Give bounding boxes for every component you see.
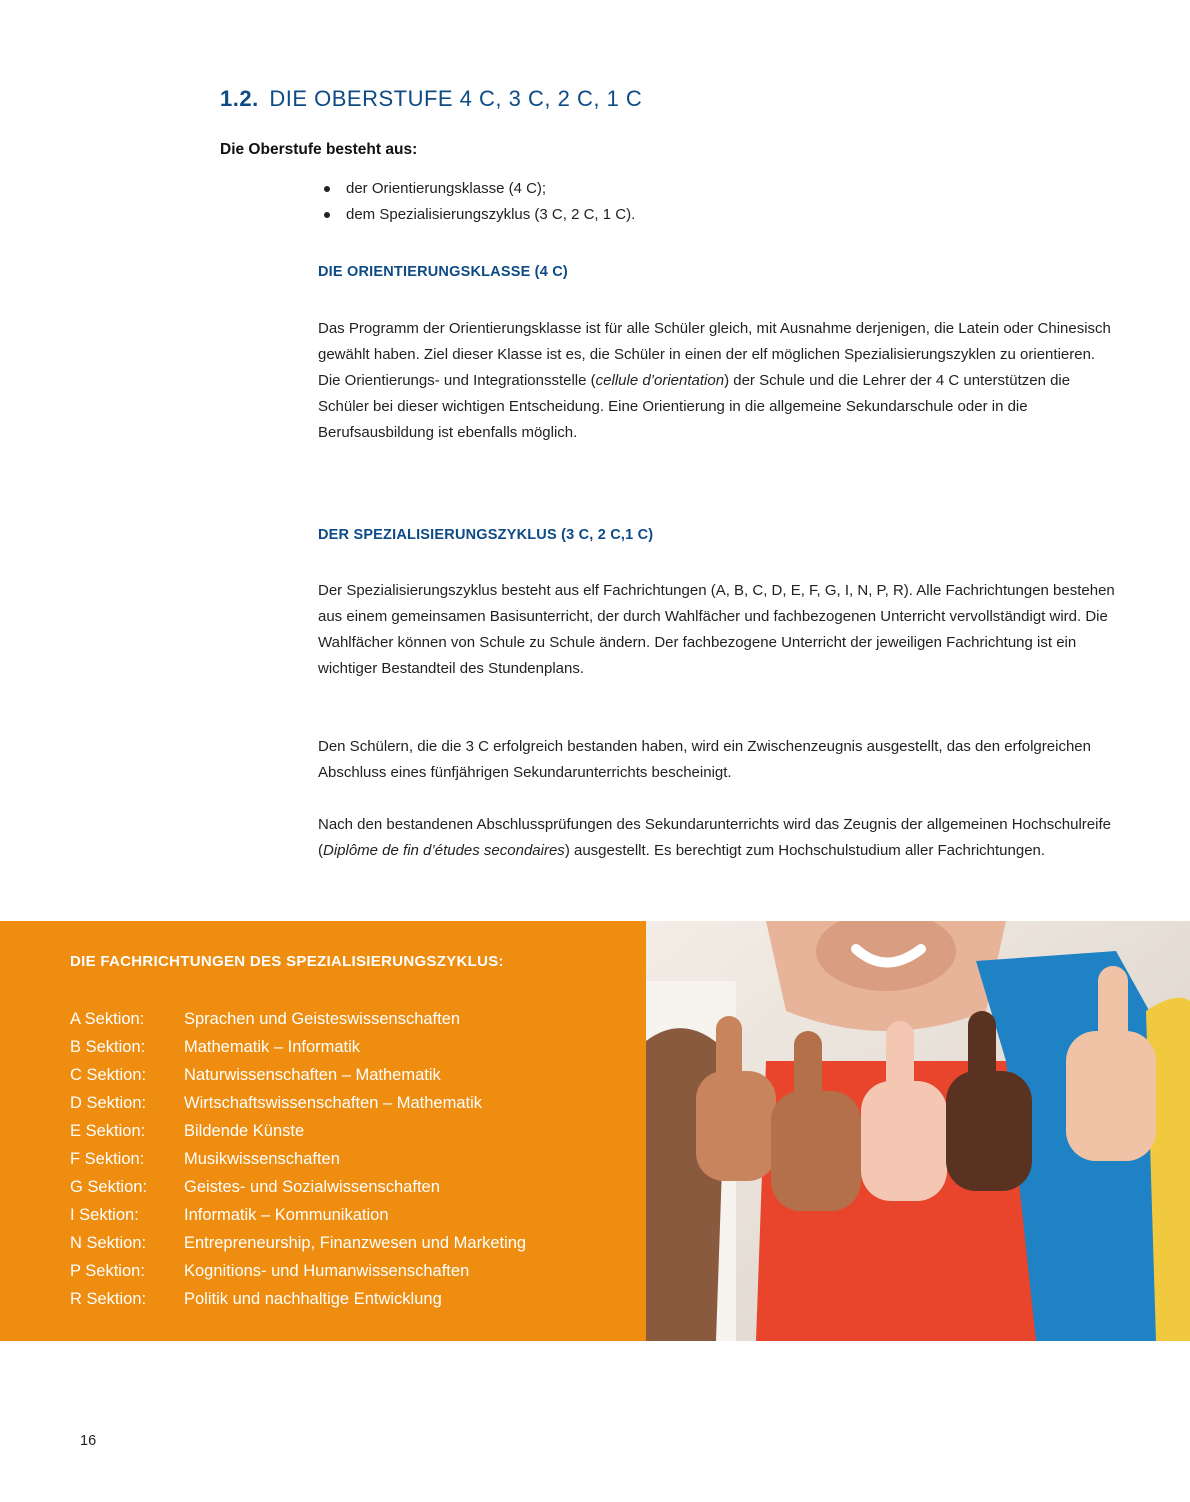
section-key: N Sektion: (70, 1234, 147, 1252)
page-number: 16 (80, 1433, 97, 1449)
section-key: F Sektion: (70, 1150, 145, 1168)
intro-text: Die Oberstufe besteht aus: (220, 141, 418, 158)
section-row (70, 1173, 526, 1201)
section-value: Bildende Künste (184, 1122, 305, 1140)
section-key: B Sektion: (70, 1038, 146, 1056)
section-key: P Sektion: (70, 1262, 145, 1280)
section-key: A Sektion: (70, 1010, 145, 1028)
thumbs-up-photo (646, 921, 1190, 1341)
section-value: Musikwissenschaften (184, 1150, 340, 1168)
section-value: Naturwissenschaften – Mathematik (184, 1066, 441, 1084)
section-value: Informatik – Kommunikation (184, 1206, 389, 1224)
section-heading (220, 86, 642, 112)
section-row (70, 1005, 526, 1033)
section-key: I Sektion: (70, 1206, 139, 1224)
section-row (70, 1257, 526, 1285)
specialization-heading: DER SPEZIALISIERUNGSZYKLUS (3 C, 2 C,1 C) (318, 527, 654, 543)
specialization-paragraph-2: Den Schülern, die die 3 C erfolgreich bestanden haben, wird ein Zwischenzeugnis ausgestellt, das den erfolgreichen Abschluss eines fünfjährigen Sekundarunterrichts bescheinigt. (318, 738, 1091, 781)
section-key: G Sektion: (70, 1178, 148, 1196)
section-row (70, 1117, 526, 1145)
sections-box-title: DIE FACHRICHTUNGEN DES SPEZIALISIERUNGSZYKLUS: (70, 953, 504, 970)
thumbs-up-group-icon (646, 921, 1190, 1341)
specialization-paragraph-3: Nach den bestandenen Abschlussprüfungen des Sekundarunterrichts wird das Zeugnis der allgemeinen Hochschulreife (Diplôme de fin d’études secondaires) ausgestellt. Es berechtigt zum Hochschulstudium aller Fachrichtungen. (318, 816, 1111, 859)
section-row (70, 1229, 526, 1257)
section-row (70, 1089, 526, 1117)
section-row (70, 1033, 526, 1061)
section-number: 1.2. (220, 86, 259, 111)
section-row (70, 1145, 526, 1173)
section-row (70, 1061, 526, 1089)
specialization-paragraph-1: Der Spezialisierungszyklus besteht aus elf Fachrichtungen (A, B, C, D, E, F, G, I, N, P, R). Alle Fachrichtungen bestehen aus einem gemeinsamen Basisunterricht, der durch Wahlfächer und fachbezogenen Unterricht vervollständigt wird. Die Wahlfächer können von Schule zu Schule ändern. Der fachbezogene Unterricht der jeweiligen Fachrichtung ist ein wichtiger Bestandteil des Stundenplans. (318, 582, 1115, 677)
orientation-paragraph: Das Programm der Orientierungsklasse ist für alle Schüler gleich, mit Ausnahme derjenigen, die Latein oder Chinesisch gewählt haben. Ziel dieser Klasse ist es, die Schüler in einen der elf möglichen Spezialisierungszyklen zu orientieren. Die Orientierungs- und Integrationsstelle (cellule d’orientation) der Schule und die Lehrer der 4 C unterstützen die Schüler bei dieser wichtigen Entscheidung. Eine Orientierung in die allgemeine Sekundarschule oder in die Berufsausbildung ist ebenfalls möglich. (318, 320, 1111, 441)
section-key: C Sektion: (70, 1066, 147, 1084)
list-item: dem Spezialisierungszyklus (3 C, 2 C, 1 C). (322, 202, 635, 228)
section-value: Politik und nachhaltige Entwicklung (184, 1290, 442, 1308)
section-key: R Sektion: (70, 1290, 147, 1308)
section-value: Sprachen und Geisteswissenschaften (184, 1010, 461, 1028)
section-title: DIE OBERSTUFE 4 C, 3 C, 2 C, 1 C (269, 86, 643, 111)
section-row (70, 1285, 526, 1313)
section-value: Kognitions- und Humanwissenschaften (184, 1262, 470, 1280)
section-row (70, 1201, 526, 1229)
section-value: Entrepreneurship, Finanzwesen und Marketing (184, 1234, 527, 1252)
stage-list (322, 176, 635, 228)
orientation-heading: DIE ORIENTIERUNGSKLASSE (4 C) (318, 264, 568, 280)
section-key: E Sektion: (70, 1122, 146, 1140)
sections-box (0, 921, 646, 1341)
section-value: Mathematik – Informatik (184, 1038, 361, 1056)
list-item: der Orientierungsklasse (4 C); (322, 176, 635, 202)
sections-list (70, 1005, 526, 1313)
section-value: Wirtschaftswissenschaften – Mathematik (184, 1094, 483, 1112)
section-value: Geistes- und Sozialwissenschaften (184, 1178, 440, 1196)
section-key: D Sektion: (70, 1094, 147, 1112)
